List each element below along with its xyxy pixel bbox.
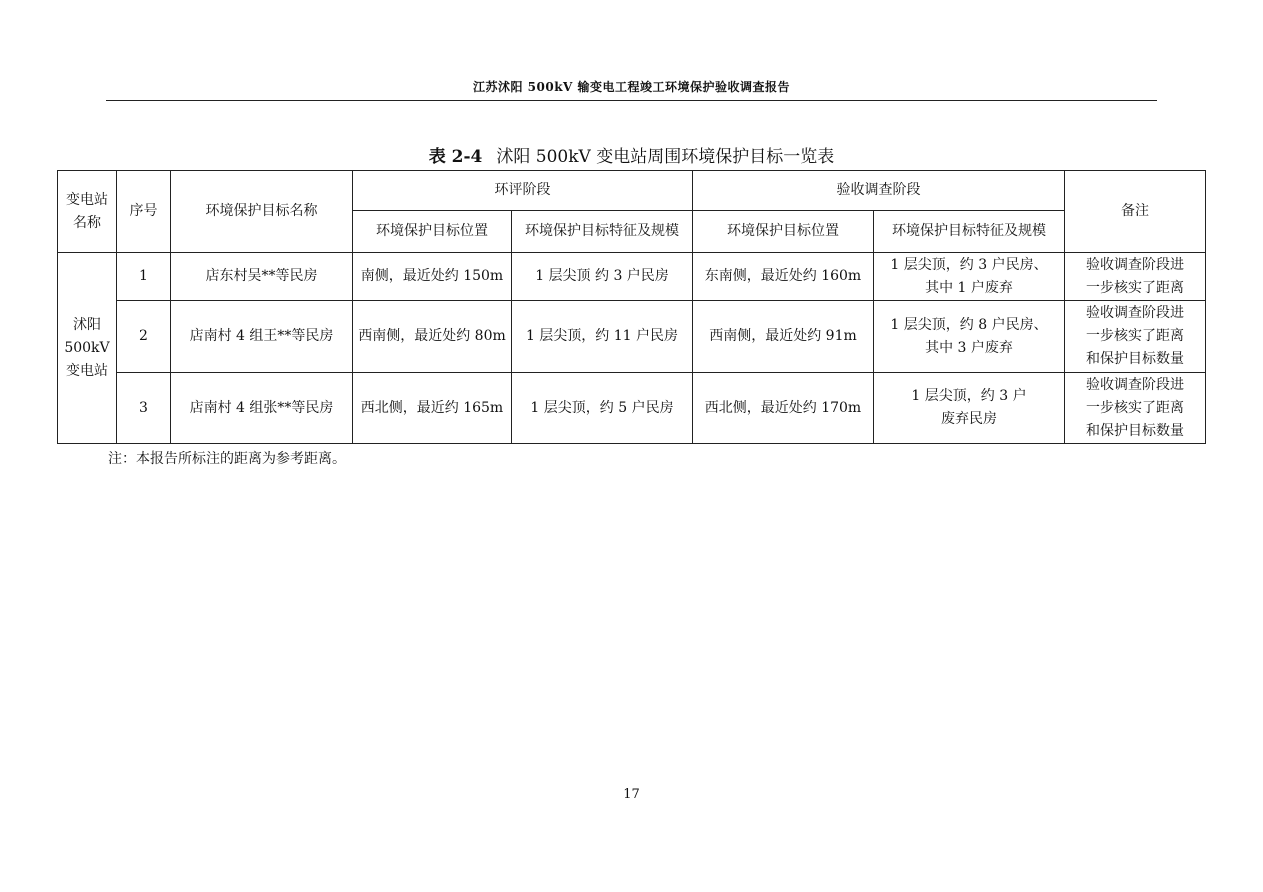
seq-cell: 3: [117, 373, 171, 444]
header-station-name: 变电站 名称: [58, 171, 117, 253]
acc-features-cell: 1 层尖顶，约 3 户 废弃民房: [874, 373, 1065, 444]
running-header: [106, 76, 1157, 101]
header-eia-features: 环境保护目标特征及规模: [512, 211, 693, 253]
table-caption: [0, 142, 1263, 167]
header-acceptance-stage: 验收调查阶段: [693, 171, 1065, 211]
eia-position-cell: 西南侧，最近处约 80m: [353, 301, 512, 373]
table-row: [58, 301, 1206, 373]
eia-position-cell: 南侧，最近处约 150m: [353, 253, 512, 301]
target-name-cell: 店南村 4 组王**等民房: [171, 301, 353, 373]
remarks-cell: 验收调查阶段进 一步核实了距离: [1065, 253, 1206, 301]
header-acc-features: 环境保护目标特征及规模: [874, 211, 1065, 253]
header-eia-position: 环境保护目标位置: [353, 211, 512, 253]
report-title: 江苏沭阳 500kV 输变电工程竣工环境保护验收调查报告: [472, 80, 791, 94]
acc-features-cell: 1 层尖顶，约 3 户民房、 其中 1 户废弃: [874, 253, 1065, 301]
target-name-cell: 店东村吴**等民房: [171, 253, 353, 301]
eia-features-cell: 1 层尖顶，约 11 户民房: [512, 301, 693, 373]
target-name-cell: 店南村 4 组张**等民房: [171, 373, 353, 444]
header-target-name: 环境保护目标名称: [171, 171, 353, 253]
seq-cell: 1: [117, 253, 171, 301]
header-eia-stage: 环评阶段: [353, 171, 693, 211]
eia-features-cell: 1 层尖顶，约 5 户民房: [512, 373, 693, 444]
table-note: 注：本报告所标注的距离为参考距离。: [108, 451, 346, 467]
table-row: [58, 373, 1206, 444]
table-title: 沭阳 500kV 变电站周围环境保护目标一览表: [496, 147, 835, 167]
table-row: [58, 253, 1206, 301]
header-remarks: 备注: [1065, 171, 1206, 253]
seq-cell: 2: [117, 301, 171, 373]
table-number: 表 2-4: [428, 147, 483, 167]
protection-targets-table: [57, 170, 1206, 444]
eia-position-cell: 西北侧，最近约 165m: [353, 373, 512, 444]
acc-position-cell: 西北侧，最近处约 170m: [693, 373, 874, 444]
remarks-cell: 验收调查阶段进 一步核实了距离 和保护目标数量: [1065, 373, 1206, 444]
header-acc-position: 环境保护目标位置: [693, 211, 874, 253]
acc-position-cell: 西南侧，最近处约 91m: [693, 301, 874, 373]
acc-position-cell: 东南侧，最近处约 160m: [693, 253, 874, 301]
page-number: 17: [623, 787, 640, 802]
remarks-cell: 验收调查阶段进 一步核实了距离 和保护目标数量: [1065, 301, 1206, 373]
station-name-cell: 沭阳 500kV 变电站: [58, 253, 117, 444]
eia-features-cell: 1 层尖顶 约 3 户民房: [512, 253, 693, 301]
header-seq: 序号: [117, 171, 171, 253]
acc-features-cell: 1 层尖顶，约 8 户民房、 其中 3 户废弃: [874, 301, 1065, 373]
